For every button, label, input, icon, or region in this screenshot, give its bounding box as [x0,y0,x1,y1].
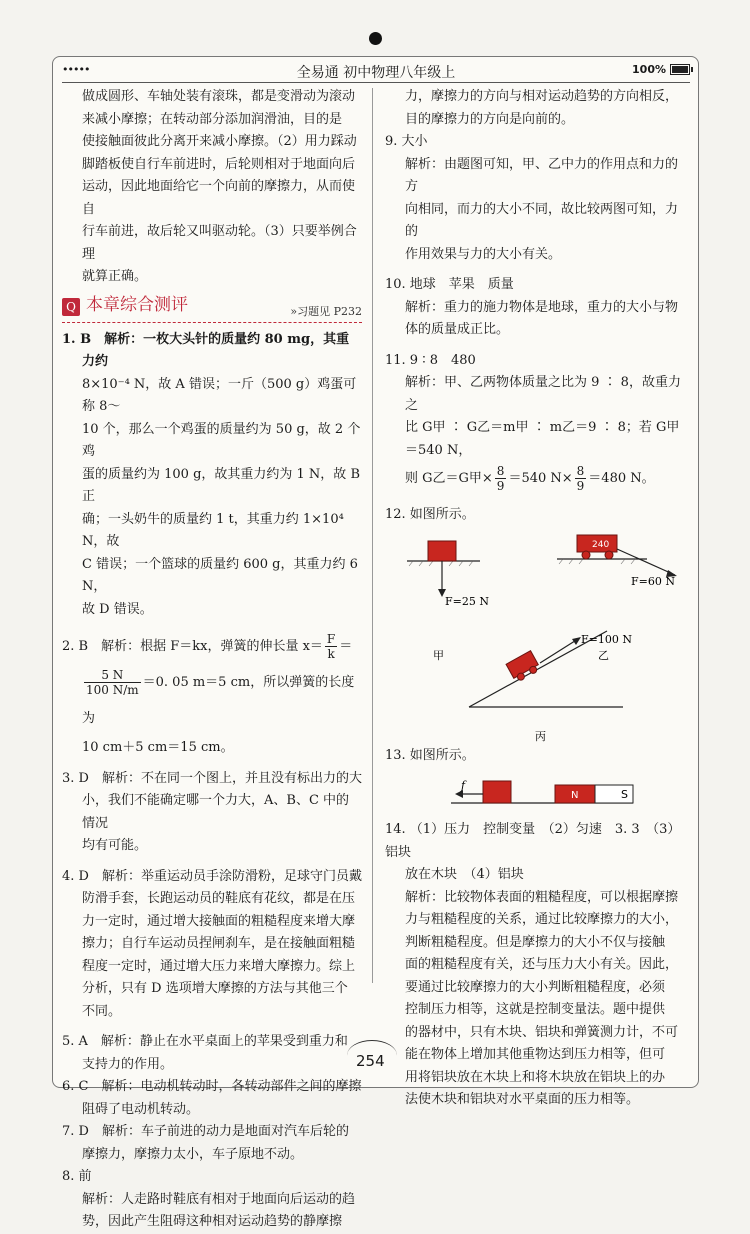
caption-a: 甲 [433,648,444,662]
answer-line: 体的质量成正比。 [405,322,510,337]
diagram-a [407,541,489,662]
magnet-diagram [385,767,685,819]
answer-7 [62,1121,362,1166]
battery-icon [670,64,690,75]
section-title: 本章综合测评 [86,294,188,315]
answer-line: 用将铝块放在木块上和将木块放在铝块上的办 [405,1069,666,1085]
answer-line: 3. D 解析：不在同一个图上，并且没有标出力的大 [62,770,362,786]
answer-3 [62,768,362,858]
header-divider [62,82,690,83]
answer-line: 8×10⁻⁴ N，故 A 错误；一斤（500 g）鸡蛋可称 8～ [82,376,357,414]
answer-line: 支持力的作用。 [82,1056,174,1072]
answer-line: 9. 大小 [385,134,428,149]
exercise-reference: »习题见 P232 [290,304,362,318]
answer-line: 均有可能。 [82,838,148,853]
answer-line: 8. 前 [62,1169,92,1184]
intro-line: 做成圆形、车轴处装有滚珠，都是变滑动为滚动 [82,89,356,104]
answer-line: 控制压力相等，这就是控制变量法。题中提供 [405,1002,666,1017]
answer-1 [62,329,362,622]
answer-line: 程度一定时，通过增大压力来增大摩擦力。综上 [82,958,356,974]
answer-14 [385,819,685,1112]
answer-line: 解析：甲、乙两物体质量之比为 9 ∶ 8，故重力之 [405,375,681,413]
intro-line: 使接触面彼此分离开来减小摩擦。（2）用力踩动 [82,134,357,149]
answer-line: 不同。 [82,1003,122,1019]
answer-9 [385,131,685,266]
answer-line: 目的摩擦力的方向是向前的。 [405,111,575,127]
answer-line: 确；一头奶牛的质量约 1 t，其重力约 1×10⁴ N，故 [82,511,344,549]
answer-line: C 错误；一个篮球的质量约 600 g，其重力约 6 N， [82,556,358,594]
caption-b: 乙 [598,648,609,662]
fraction: $\frac{F}{k}$ [326,632,336,661]
answer-line: 11. 9 ∶ 8 480 [385,352,476,368]
page-number: 254 [356,1052,385,1070]
answer-line: 解析：比较物体表面的粗糙程度，可以根据摩擦 [405,889,679,905]
answer-8-continued [385,86,685,131]
answer-line: 14. （1）压力 控制变量 （2）匀速 3. 3 （3）铝块 [385,822,681,860]
answer-line: 的器材中，只有木块、铝块和弹簧测力计，不可 [405,1024,679,1040]
intro-line: 运动，因此地面给它一个向前的摩擦力，从而使自 [82,179,356,217]
answer-line: 摩擦力，摩擦力太小，车子原地不动。 [82,1146,304,1162]
intro-line: 来减小摩擦；在转动部分添加润滑油，目的是 [82,111,343,127]
figure-12 [385,527,685,745]
answer-line: 能在物体上增加其他重物达到压力相等，但可 [405,1047,666,1062]
intro-line: 脚踏板使自行车前进时，后轮则相对于地面向后 [82,156,356,172]
camera-dot [369,32,382,45]
answer-line: 防滑手套，长跑运动员的鞋底有花纹，都是在压 [82,891,356,906]
force-diagrams [385,527,685,745]
figure-13 [385,767,685,819]
answer-5 [62,1031,362,1076]
answer-line: 6. C 解析：电动机转动时，各转动部件之间的摩擦 [62,1079,362,1094]
fraction: $\frac{8}{9}$ [576,464,585,493]
force-label-c: F=100 N [581,632,632,646]
battery-percent: 100% [632,63,666,76]
answer-line: 力，摩擦力的方向与相对运动趋势的方向相反， [405,89,679,104]
left-column [62,86,362,1234]
answer-line: 力与粗糙程度的关系，通过比较摩擦力的大小， [405,912,679,927]
cart-label: 240 [592,539,610,550]
answer-line: 10. 地球 苹果 质量 [385,277,514,292]
answer-text: 2. B 解析：根据 F＝kx，弹簧的伸长量 x＝ [62,639,323,654]
intro-line: 行车前进，故后轮又叫驱动轮。（3）只要举例合理 [82,224,357,262]
answer-line: 解析：重力的施力物体是地球，重力的大小与物 [405,299,679,315]
answer-2 [62,629,362,760]
caption-c: 丙 [535,729,546,743]
answer-line: 放在木块 （4）铝块 [405,867,524,882]
section-header [62,293,362,323]
answer-line: 解析：人走路时鞋底有相对于地面向后运动的趋 [82,1191,356,1207]
answer-line: 作用效果与力的大小有关。 [405,246,562,262]
answer-line: 5. A 解析：静止在水平桌面上的苹果受到重力和 [62,1034,348,1049]
pole-s: S [621,788,628,801]
answer-12: 12. 如图所示。 [385,507,475,522]
answer-line: 法使木块和铝块对水平桌面的压力相等。 [405,1092,640,1107]
answer-4 [62,866,362,1024]
force-label-a: F=25 N [445,594,489,608]
answer-11 [385,350,685,497]
status-bar [62,60,690,82]
answer-line: 小，我们不能确定哪一个力大，A、B、C 中的情况 [82,793,350,831]
fraction: $\frac{5 N}{100 N/m}$ [86,668,139,697]
answer-line: 则 G乙＝G甲× $\frac{8}{9}$ ＝540 N× $\frac{8}{9}$ ＝480 N。 [405,464,655,493]
diagram-c [469,631,632,743]
book-title: 全易通 初中物理八年级上 [296,65,456,81]
answer-line: 向相同，而力的大小不同，故比较两图可知，力的 [405,201,679,239]
answer-line: 面的粗糙程度有关，还与压力大小有关。因此， [405,957,679,972]
signal-icon: ••••• [62,63,90,76]
answer-line: 解析：由题图可知，甲、乙中力的作用点和力的方 [405,156,679,194]
answer-line: 10 个，那么一个鸡蛋的质量约为 50 g，故 2 个鸡 [82,421,361,459]
answer-line: 阻碍了电动机转动。 [82,1101,200,1117]
answer-line: 10 cm＋5 cm＝15 cm。 [82,740,234,755]
answer-8 [62,1166,362,1234]
answer-line: $\frac{5 N}{100 N/m}$ ＝0. 05 m＝5 cm，所以弹簧的长度为 [82,668,355,726]
answer-6 [62,1076,362,1121]
column-divider [372,88,373,983]
fraction: $\frac{8}{9}$ [496,464,505,493]
friction-label: f [461,779,466,792]
pole-n: N [571,790,579,801]
force-label-b: F=60 N [631,574,675,588]
answer-line: 力一定时，通过增大接触面的粗糙程度来增大摩 [82,913,356,929]
right-column [385,86,685,1112]
answer-line: 2. B 解析：根据 F＝kx，弹簧的伸长量 x＝ $\frac{F}{k}$ ＝ [62,632,353,661]
answer-line: 比 G甲 ∶ G乙＝m甲 ∶ m乙＝9 ∶ 8；若 G甲＝540 N， [405,420,680,458]
intro-line: 就算正确。 [82,269,148,284]
answer-line: 判断粗糙程度。但是摩擦力的大小不仅与接触 [405,934,666,950]
answer-line: 故 D 错误。 [82,601,153,617]
answer-line: 擦力；自行车运动员捏闸刹车，是在接触面粗糙 [82,936,356,951]
answer-10 [385,274,685,342]
answer-line: 蛋的质量约为 100 g，故其重力约为 1 N，故 B 正 [82,466,360,504]
answer-line: 势，因此产生阻碍这种相对运动趋势的静摩擦 [82,1214,343,1229]
section-underline [62,321,362,323]
answer-line: 分析，只有 D 选项增大摩擦的方法与其他三个 [82,981,348,996]
answer-line: 要通过比较摩擦力的大小判断粗糙程度，必须 [405,979,666,995]
battery-indicator [632,63,690,76]
answer-line: 7. D 解析：车子前进的动力是地面对汽车后轮的 [62,1124,349,1139]
answer-13: 13. 如图所示。 [385,747,475,763]
answer-line: 4. D 解析：举重运动员手涂防滑粉，足球守门员戴 [62,868,362,884]
search-icon: Q [62,298,80,316]
answer-line: 1. B 解析：一枚大头针的质量约 80 mg，其重力约 [62,331,350,369]
